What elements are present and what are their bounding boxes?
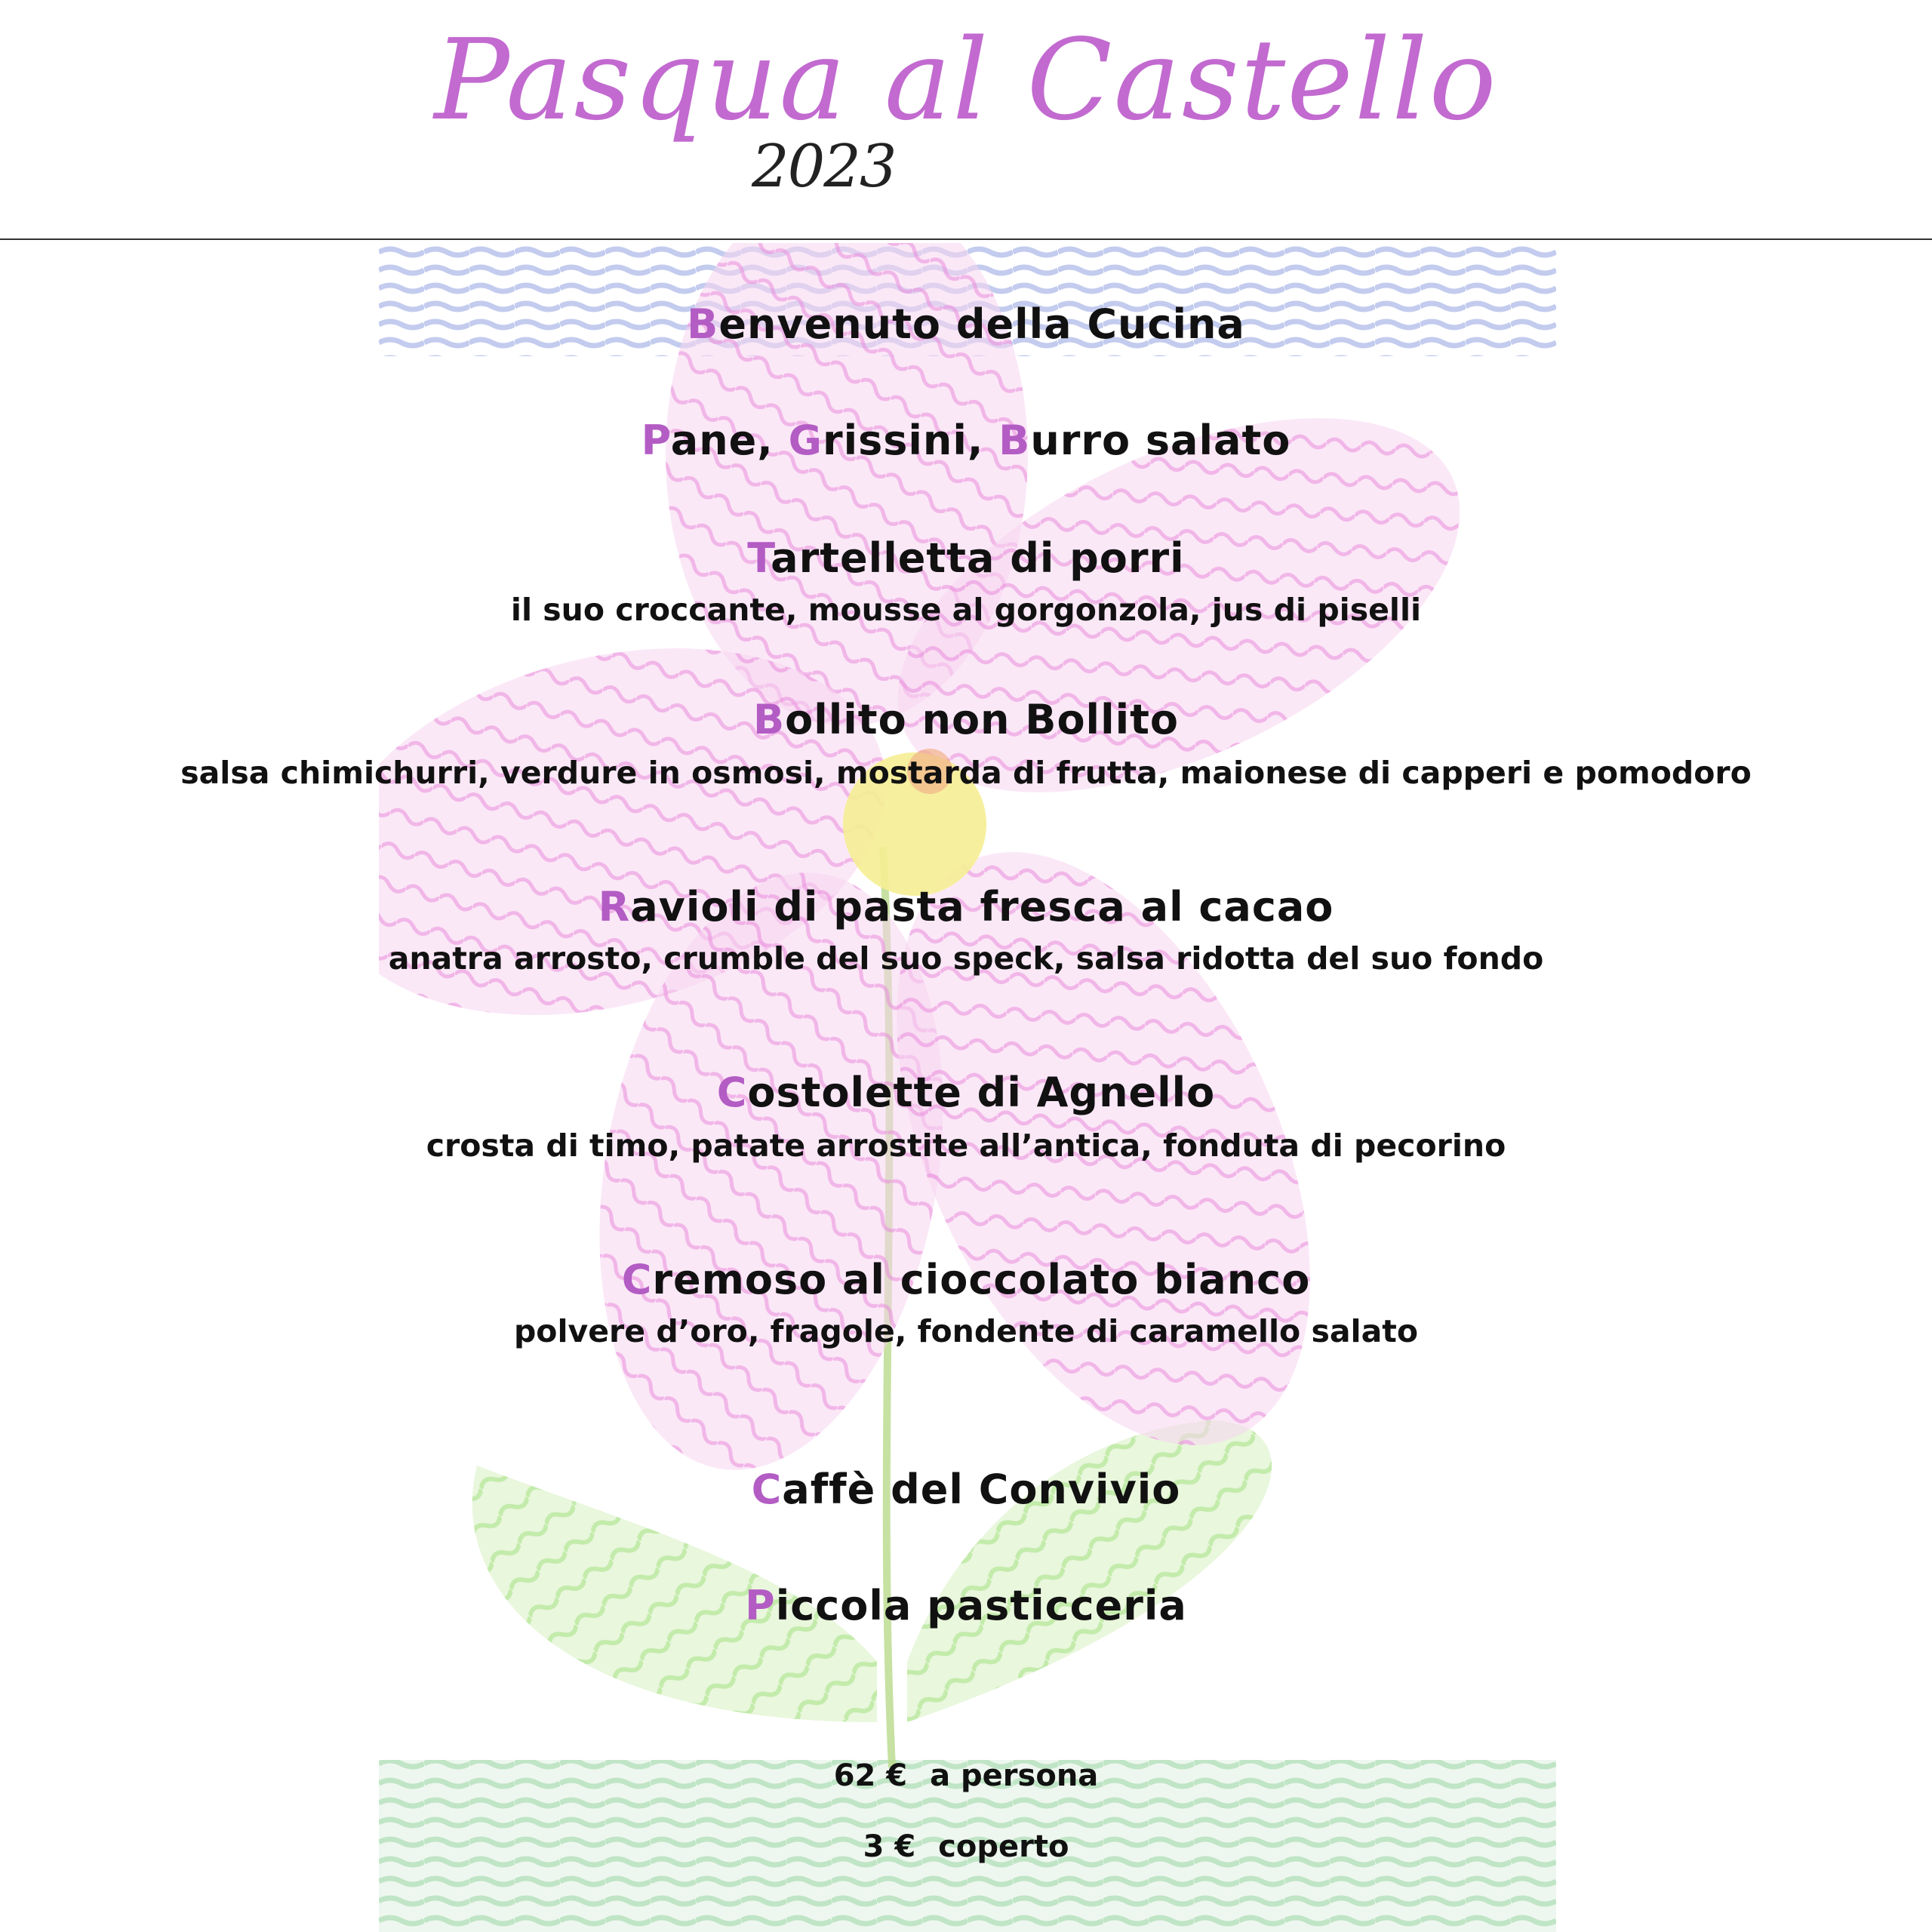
cover-charge — [0, 1829, 1932, 1864]
menu-item-starter-title: Tartelletta di porri — [747, 534, 1185, 582]
menu-item-ravioli-desc: anatra arrosto, crumble del suo speck, salsa ridotta del suo fondo — [388, 940, 1544, 977]
menu-item-lamb-desc: crosta di timo, patate arrostite all’antica, fonduta di pecorino — [426, 1128, 1506, 1164]
menu-item-welcome: Benvenuto della Cucina — [687, 300, 1245, 348]
page-title: Pasqua al Castello — [434, 15, 1498, 145]
menu-item-bread: Pane, Grissini, Burro salato — [641, 417, 1291, 464]
price-label: a persona — [930, 1758, 1099, 1793]
menu-item-ravioli-title: Ravioli di pasta fresca al cacao — [598, 883, 1334, 931]
menu-item-coffee: Caffè del Convivio — [751, 1466, 1181, 1513]
menu-item-dessert-title: Cremoso al cioccolato bianco — [621, 1256, 1311, 1303]
price-per-person — [0, 1758, 1932, 1793]
menu-item-lamb-title: Costolette di Agnello — [716, 1069, 1216, 1116]
menu-item-pastry: Piccola pasticceria — [745, 1582, 1187, 1629]
menu-item-bollito-title: Bollito non Bollito — [753, 696, 1179, 743]
year-label: 2023 — [752, 133, 896, 201]
cover-value: 3 € — [863, 1829, 916, 1864]
menu-item-dessert-desc: polvere d’oro, fragole, fondente di caramello salato — [513, 1313, 1419, 1349]
cover-label: coperto — [938, 1829, 1069, 1864]
menu-item-starter-desc: il suo croccante, mousse al gorgonzola, jus di piselli — [510, 592, 1422, 628]
menu-item-bollito-desc: salsa chimichurri, verdure in osmosi, mostarda di frutta, maionese di capperi e pomodoro — [180, 755, 1752, 791]
price-value: 62 € — [833, 1758, 908, 1793]
